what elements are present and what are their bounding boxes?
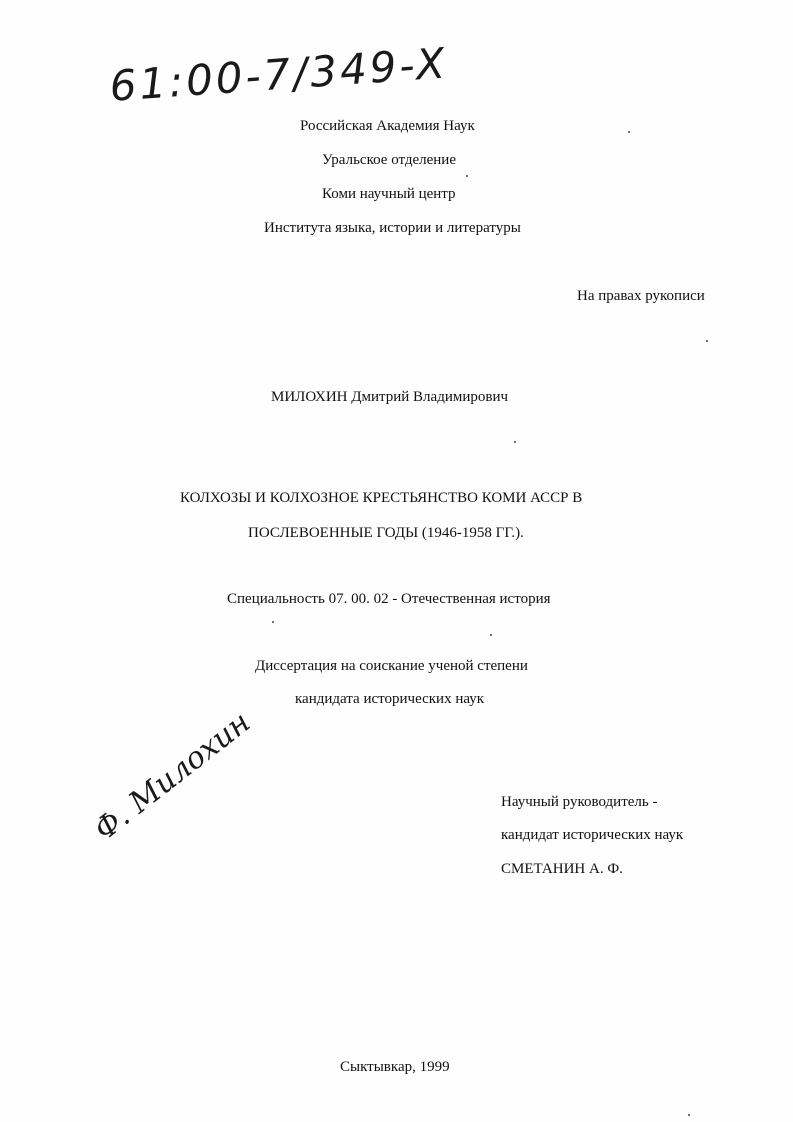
author-name: МИЛОХИН Дмитрий Владимирович — [271, 389, 509, 405]
scan-speck — [514, 441, 516, 443]
supervisor-role: Научный руководитель - — [501, 794, 658, 810]
thesis-title-line-2: ПОСЛЕВОЕННЫЕ ГОДЫ (1946-1958 ГГ.). — [248, 525, 524, 541]
supervisor-name: СМЕТАНИН А. Ф. — [501, 861, 623, 877]
specialty: Специальность 07. 00. 02 - Отечественная история — [227, 591, 551, 607]
degree-line-2: кандидата исторических наук — [295, 691, 485, 707]
institute-name: Института языка, истории и литературы — [264, 220, 521, 236]
scan-speck — [272, 621, 274, 623]
scan-speck — [466, 175, 468, 177]
manuscript-rights: На правах рукописи — [577, 288, 705, 304]
thesis-title-line-1: КОЛХОЗЫ И КОЛХОЗНОЕ КРЕСТЬЯНСТВО КОМИ АССР В — [180, 490, 583, 506]
degree-line-1: Диссертация на соискание ученой степени — [255, 658, 528, 674]
center-name: Коми научный центр — [322, 186, 456, 202]
supervisor-degree: кандидат исторических наук — [501, 827, 684, 843]
branch-name: Уральское отделение — [322, 152, 456, 168]
academy-name: Российская Академия Наук — [300, 118, 475, 134]
handwritten-archive-code: 61:00-7/349-X — [108, 38, 450, 111]
scan-speck — [628, 131, 630, 133]
place-and-year: Сыктывкар, 1999 — [340, 1059, 450, 1075]
scan-speck — [688, 1114, 690, 1116]
scan-speck — [706, 340, 708, 342]
scan-speck — [490, 634, 492, 636]
handwritten-signature: Ф. Милохин — [88, 704, 258, 848]
